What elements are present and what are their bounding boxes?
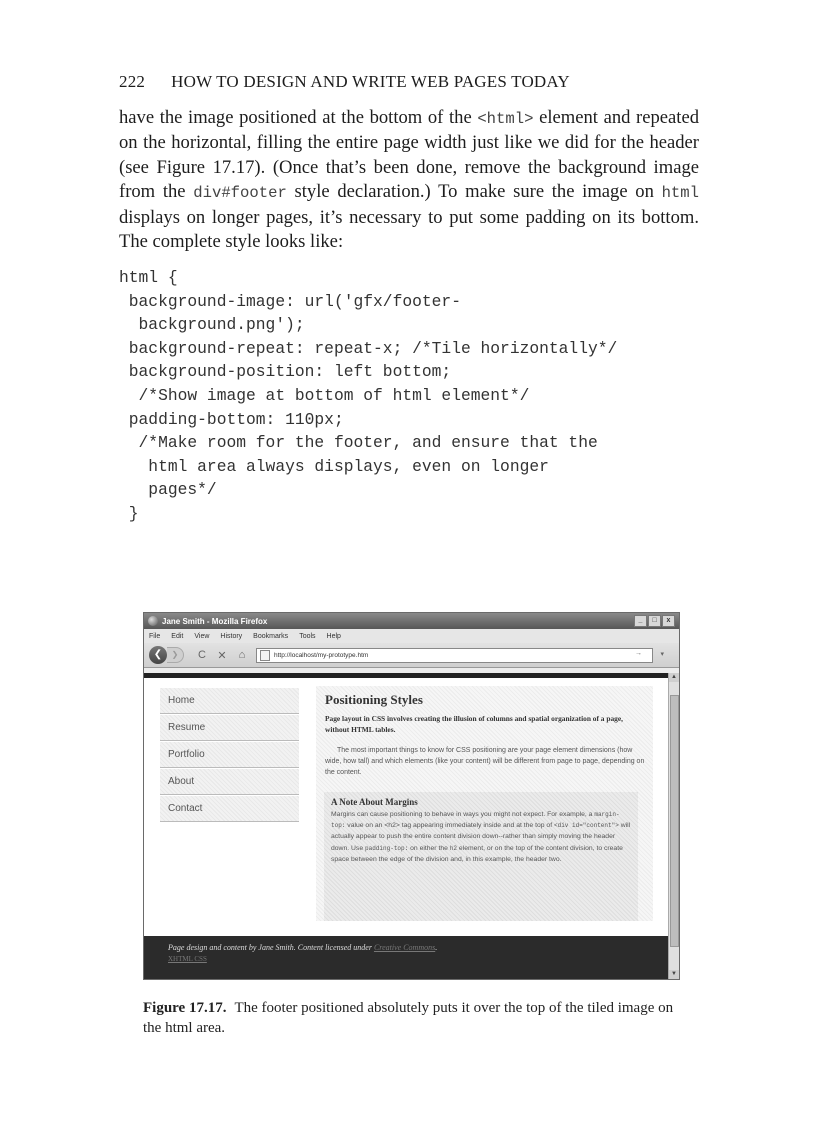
validator-links[interactable]: XHTML CSS: [168, 955, 207, 963]
navigation-toolbar: [144, 643, 679, 668]
figure-label: Figure 17.17.: [143, 1000, 227, 1016]
content-division: [316, 686, 653, 921]
menu-bar: [144, 629, 679, 643]
menu-history[interactable]: History: [220, 632, 243, 640]
page-number: 222: [119, 72, 146, 91]
firefox-logo-icon: [148, 616, 158, 626]
browser-viewport: [144, 673, 669, 979]
content-lede: Page layout in CSS involves creating the illusion of columns and spatial organization of a page, without HTML tables.: [325, 714, 623, 734]
content-title: Positioning Styles: [325, 692, 423, 707]
nav-contact[interactable]: Contact: [160, 796, 299, 822]
running-head: [119, 72, 570, 92]
menu-view[interactable]: View: [194, 632, 210, 640]
note-code-margin-top: margin-top:: [331, 811, 620, 830]
scroll-up-icon[interactable]: ▲: [669, 673, 679, 682]
window-title: Jane Smith - Mozilla Firefox: [162, 616, 268, 626]
footer-period: .: [435, 943, 438, 952]
figure-caption: [143, 998, 683, 1038]
content-paragraph: The most important things to know for CSS positioning are your page element dimensions (how wide, how tall) and which elements (like your content) will be different from page to page, depending on the content.: [325, 747, 645, 776]
code-block: html { background-image: url('gfx/footer- background.png'); background-repeat: repeat-x; /*Tile horizontally*/ background-position: left bottom; /*Show image at bottom of html element*/ padding-bottom: 110px; /*Make room for the footer, and ensure that the html area always displays, even on longer pages*/ }: [119, 268, 618, 523]
site-footer: [144, 936, 669, 979]
site-nav: [160, 688, 299, 823]
note-text-1: Margins can cause positioning to behave in ways you might not expect. For example, a: [331, 811, 595, 818]
note-code-h2: h2: [449, 844, 458, 852]
inline-code-html-tag: <html>: [477, 110, 534, 128]
running-title: HOW TO DESIGN AND WRITE WEB PAGES TODAY: [171, 72, 570, 91]
menu-edit[interactable]: Edit: [171, 632, 184, 640]
note-text: [331, 809, 633, 865]
window-controls: [634, 615, 675, 627]
caption-text: The footer positioned absolutely puts it over the top of the tiled image on the html area.: [143, 1000, 674, 1036]
nav-about[interactable]: About: [160, 769, 299, 795]
body-text-3: style declaration.) To make sure the image on: [286, 181, 662, 203]
nav-home[interactable]: Home: [160, 688, 299, 714]
footer-credit: Page design and content by Jane Smith. Content licensed under: [168, 943, 374, 952]
url-text: http://localhost/my-prototype.htm: [274, 651, 369, 659]
menu-file[interactable]: File: [149, 632, 161, 640]
vertical-scrollbar[interactable]: [668, 673, 679, 979]
note-text-4: on either the: [408, 844, 450, 852]
body-text-2: element and repeated on the horizontal, filling the entire page width just like we did for the header (see Figure 17.17). (Once that’s been done, remove the background image from the: [119, 107, 700, 203]
minimize-button[interactable]: _: [634, 615, 647, 627]
body-text-1: have the image positioned at the bottom of the: [119, 107, 478, 128]
go-arrow-icon[interactable]: →: [635, 649, 642, 657]
creative-commons-link[interactable]: Creative Commons: [373, 943, 436, 952]
home-icon[interactable]: ⌂: [238, 649, 246, 661]
footer-text: [168, 943, 437, 952]
forward-icon[interactable]: ❯: [167, 647, 184, 663]
note-text-2: value on an <h2> tag appearing immediately inside and at the top of: [345, 822, 554, 830]
note-text-5: element, or on the top of the content division, to create space between the edge of the division and, in this example, the header two.: [331, 844, 623, 863]
reload-icon[interactable]: C: [198, 649, 206, 661]
note-text-3: will actually appear to push the entire content division down--rather than simply moving the header down. Use: [331, 822, 631, 852]
note-code-div-content: <div id="content">: [554, 822, 619, 830]
figure-screenshot: [143, 612, 680, 980]
back-icon[interactable]: ❮: [149, 646, 167, 664]
maximize-button[interactable]: □: [648, 615, 661, 627]
note-title: A Note About Margins: [331, 797, 418, 807]
scroll-down-icon[interactable]: ▼: [669, 970, 679, 979]
page-icon: [260, 650, 270, 661]
note-code-padding-top: padding-top:: [365, 844, 409, 852]
body-paragraph: [119, 106, 699, 254]
dropdown-icon[interactable]: ▾: [660, 650, 664, 658]
window-titlebar: [144, 613, 679, 629]
url-bar[interactable]: [256, 648, 664, 663]
nav-resume[interactable]: Resume: [160, 715, 299, 741]
menu-bookmarks[interactable]: Bookmarks: [253, 632, 289, 640]
stop-icon[interactable]: ✕: [217, 649, 227, 662]
menu-help[interactable]: Help: [326, 632, 341, 640]
header-strip: [144, 673, 669, 678]
inline-code-html: html: [661, 184, 700, 203]
margins-note: [324, 792, 638, 921]
body-text-4: displays on longer pages, it’s necessary to put some padding on its bottom. The complete style looks like:: [119, 206, 699, 253]
scroll-thumb[interactable]: [670, 695, 679, 947]
menu-tools[interactable]: Tools: [299, 632, 316, 640]
close-button[interactable]: x: [662, 615, 675, 627]
nav-portfolio[interactable]: Portfolio: [160, 742, 299, 768]
inline-code-div-footer: div#footer: [193, 184, 287, 203]
